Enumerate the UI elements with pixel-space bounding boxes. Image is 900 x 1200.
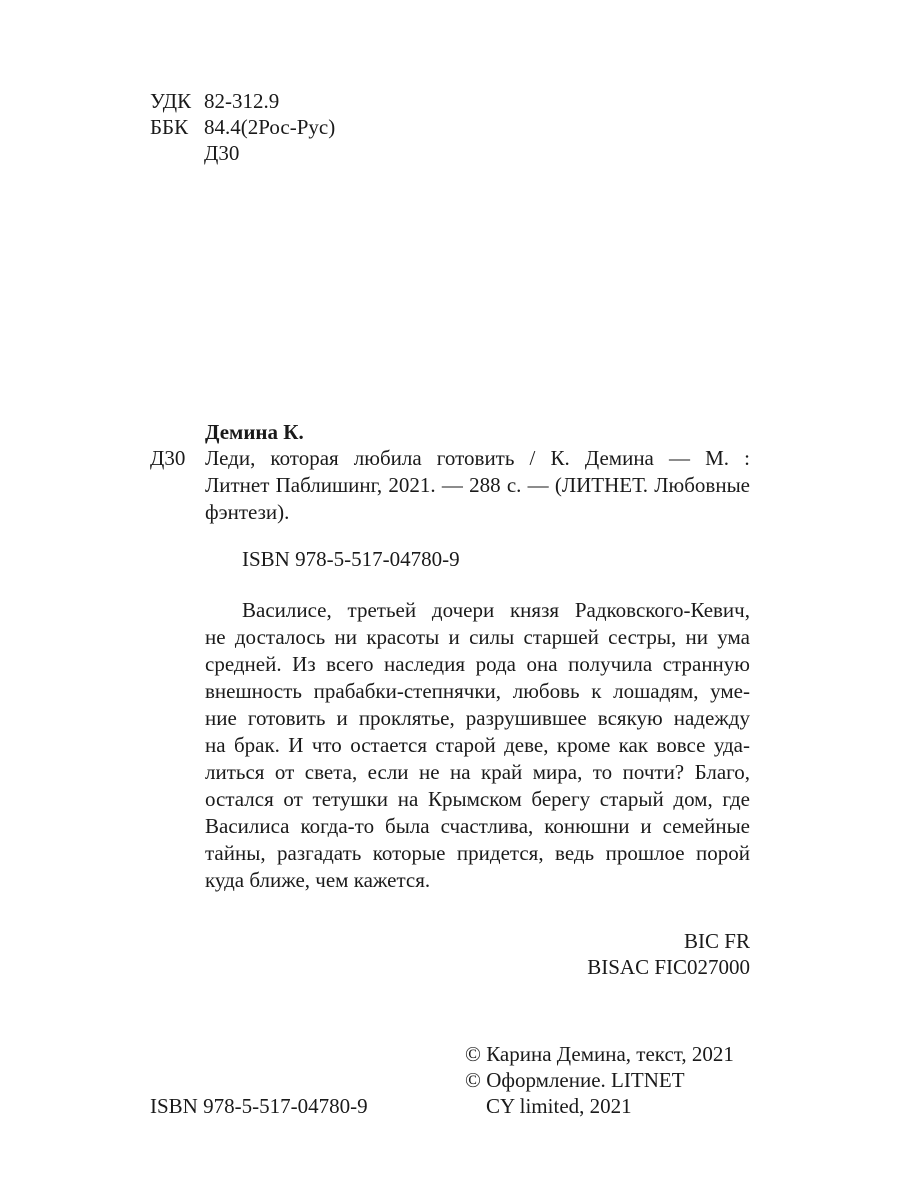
bic-code: BIC FR [684,929,750,953]
annotation-line: литься от света, если не на край мира, то почти? Благо, [205,760,750,784]
copyright-text: © Карина Демина, текст, 2021 [465,1042,734,1066]
bbk-value: 84.4(2Рос-Рус) [204,115,336,139]
bib-line: фэнтези). [205,500,290,524]
annotation-line: не досталось ни красоты и силы старшей сестры, ни ума [205,625,750,649]
udk-line [150,88,279,114]
author-code-top: Д30 [204,141,240,165]
annotation-line: тайны, разгадать которые придется, ведь прошлое порой [205,841,750,865]
bib-line: Леди, которая любила готовить / К. Демина — М. : [205,446,750,470]
annotation-line: внешность прабабки-степнячки, любовь к лошадям, уме- [205,679,750,703]
bisac-code: BISAC FIC027000 [587,955,750,979]
bib-line: Литнет Паблишинг, 2021. — 288 с. — (ЛИТНЕТ. Любовные [205,473,750,497]
bbk-line [150,114,335,140]
udk-label: УДК [150,89,192,113]
bbk-label: ББК [150,115,189,139]
annotation-line: на брак. И что остается старой деве, кроме как вовсе уда- [205,733,750,757]
isbn-footer: ISBN 978-5-517-04780-9 [150,1094,368,1118]
annotation-line: куда ближе, чем кажется. [205,868,431,892]
annotation-line: ние готовить и проклятье, разрушившее всякую надежду [205,706,750,730]
annotation-line: средней. Из всего наследия рода она получила странную [205,652,750,676]
author-code-record: Д30 [150,446,186,470]
annotation [205,597,750,894]
annotation-line: Василиса когда-то была счастлива, конюшни и семейные [205,814,750,838]
author-name: Демина К. [205,420,304,444]
annotation-line: остался от тетушки на Крымском берегу старый дом, где [205,787,750,811]
annotation-line: Василисе, третьей дочери князя Радковского-Кевич, [242,598,750,622]
copyright-design-cont: CY limited, 2021 [486,1094,632,1118]
copyright-design: © Оформление. LITNET [465,1068,685,1092]
bibliographic-description [205,445,750,526]
isbn-record: ISBN 978-5-517-04780-9 [242,547,460,571]
udk-value: 82-312.9 [204,89,280,113]
